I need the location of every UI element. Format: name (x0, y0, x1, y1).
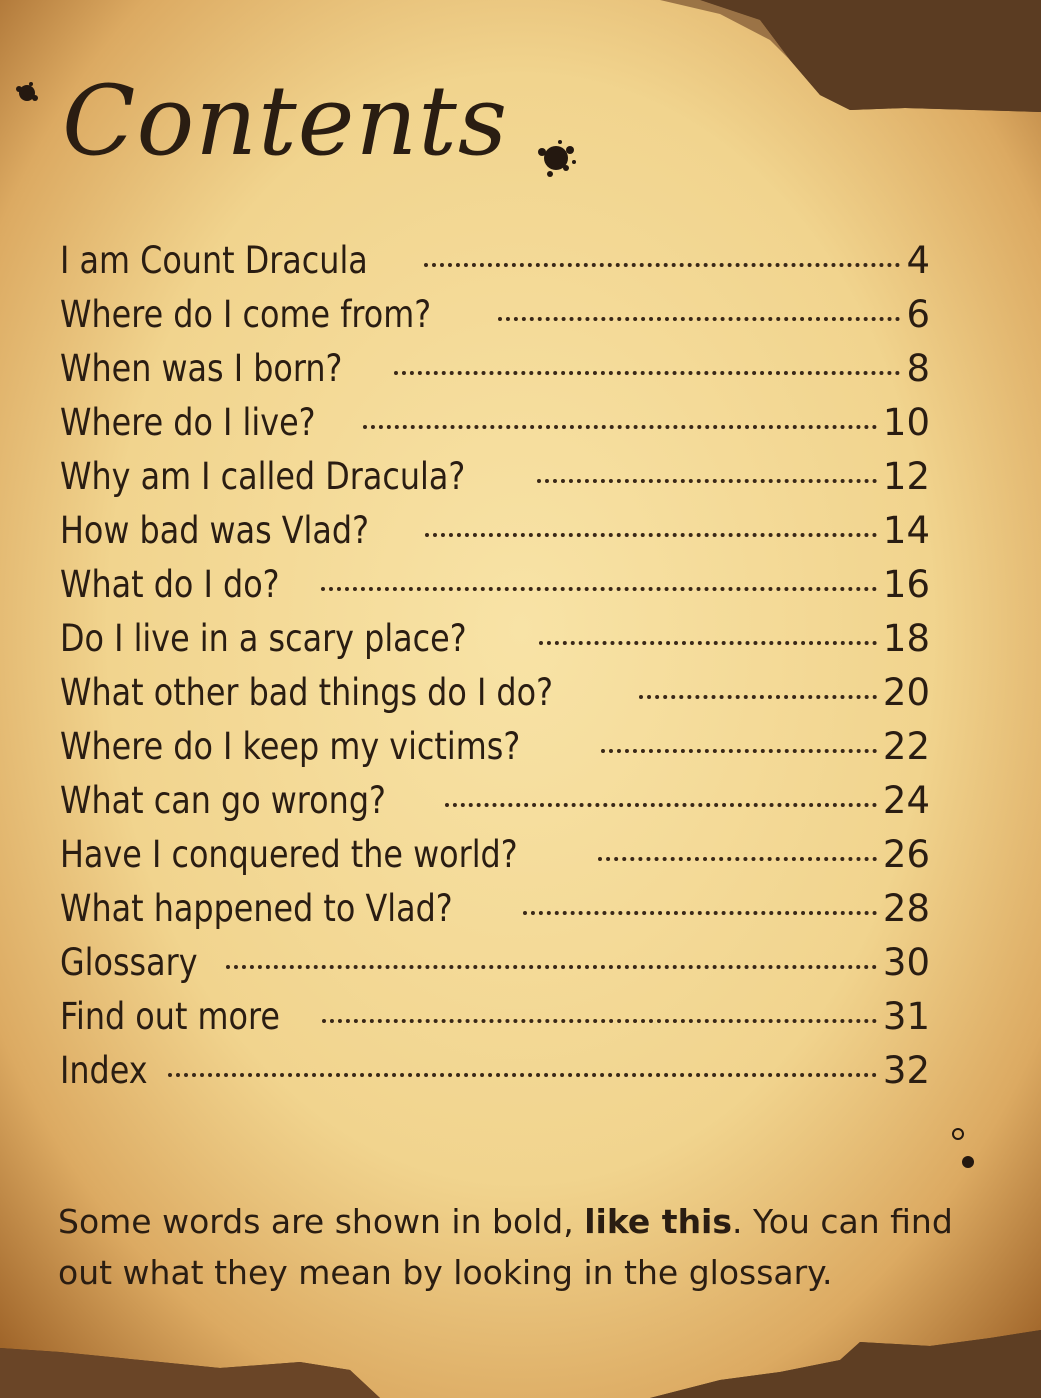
toc-entry (60, 504, 930, 558)
toc-entry (60, 1044, 930, 1098)
toc-entry-page-number: 18 (882, 617, 930, 660)
toc-entry-title: Have I conquered the world? (60, 833, 518, 876)
toc-dot-leader (394, 371, 900, 375)
toc-dot-leader (424, 263, 900, 267)
toc-entry-page-number: 24 (882, 779, 930, 822)
toc-entry (60, 396, 930, 450)
glossary-note (58, 1196, 958, 1298)
toc-dot-leader (601, 749, 877, 753)
toc-entry-page-number: 10 (882, 401, 930, 444)
toc-entry (60, 828, 930, 882)
toc-entry-page-number: 20 (882, 671, 930, 714)
toc-entry-title: Why am I called Dracula? (60, 455, 466, 498)
toc-entry (60, 288, 930, 342)
toc-entry-title: What happened to Vlad? (60, 887, 453, 930)
ink-dot-icon (948, 1124, 984, 1176)
table-of-contents (60, 234, 930, 1098)
toc-dot-leader (363, 425, 877, 429)
toc-entry-title: Glossary (60, 941, 198, 984)
toc-entry (60, 990, 930, 1044)
page-title: Contents (62, 65, 509, 177)
toc-entry-page-number: 31 (882, 995, 930, 1038)
toc-entry (60, 936, 930, 990)
toc-dot-leader (226, 965, 877, 969)
toc-dot-leader (598, 857, 877, 861)
toc-entry-title: I am Count Dracula (60, 239, 368, 282)
glossary-note-bold-example: like this (584, 1202, 733, 1241)
toc-entry-page-number: 32 (882, 1049, 930, 1092)
toc-entry (60, 450, 930, 504)
toc-entry-title: Where do I keep my victims? (60, 725, 521, 768)
toc-entry-page-number: 8 (906, 347, 930, 390)
toc-entry (60, 720, 930, 774)
toc-entry-page-number: 16 (882, 563, 930, 606)
toc-entry-title: What do I do? (60, 563, 280, 606)
toc-entry-title: What can go wrong? (60, 779, 386, 822)
toc-entry-page-number: 4 (906, 239, 930, 282)
toc-dot-leader (537, 479, 877, 483)
toc-entry-page-number: 14 (882, 509, 930, 552)
toc-entry-page-number: 6 (906, 293, 930, 336)
toc-dot-leader (539, 641, 877, 645)
toc-entry-title: When was I born? (60, 347, 343, 390)
toc-entry-title: Find out more (60, 995, 280, 1038)
toc-dot-leader (523, 911, 877, 915)
glossary-note-text-end: . You can find out what they mean by looking in the glossary. (58, 1202, 953, 1292)
toc-entry-title: Do I live in a scary place? (60, 617, 467, 660)
toc-entry (60, 558, 930, 612)
toc-entry-page-number: 22 (882, 725, 930, 768)
toc-entry (60, 342, 930, 396)
toc-dot-leader (321, 587, 877, 591)
toc-entry (60, 234, 930, 288)
toc-entry-page-number: 12 (882, 455, 930, 498)
toc-entry-title: What other bad things do I do? (60, 671, 553, 714)
toc-dot-leader (639, 695, 877, 699)
toc-entry-page-number: 28 (882, 887, 930, 930)
toc-entry-title: Where do I live? (60, 401, 316, 444)
toc-entry-title: Where do I come from? (60, 293, 432, 336)
toc-entry (60, 612, 930, 666)
toc-dot-leader (425, 533, 877, 537)
glossary-note-text: Some words are shown in bold, (58, 1202, 585, 1241)
toc-entry (60, 666, 930, 720)
toc-entry-title: How bad was Vlad? (60, 509, 369, 552)
toc-entry (60, 774, 930, 828)
toc-dot-leader (498, 317, 900, 321)
toc-entry-title: Index (60, 1049, 148, 1092)
toc-dot-leader (168, 1073, 877, 1077)
toc-entry-page-number: 26 (882, 833, 930, 876)
ink-splat-icon (10, 76, 44, 110)
ink-splat-icon (530, 132, 582, 184)
toc-entry (60, 882, 930, 936)
toc-dot-leader (322, 1019, 877, 1023)
toc-dot-leader (445, 803, 877, 807)
toc-entry-page-number: 30 (882, 941, 930, 984)
